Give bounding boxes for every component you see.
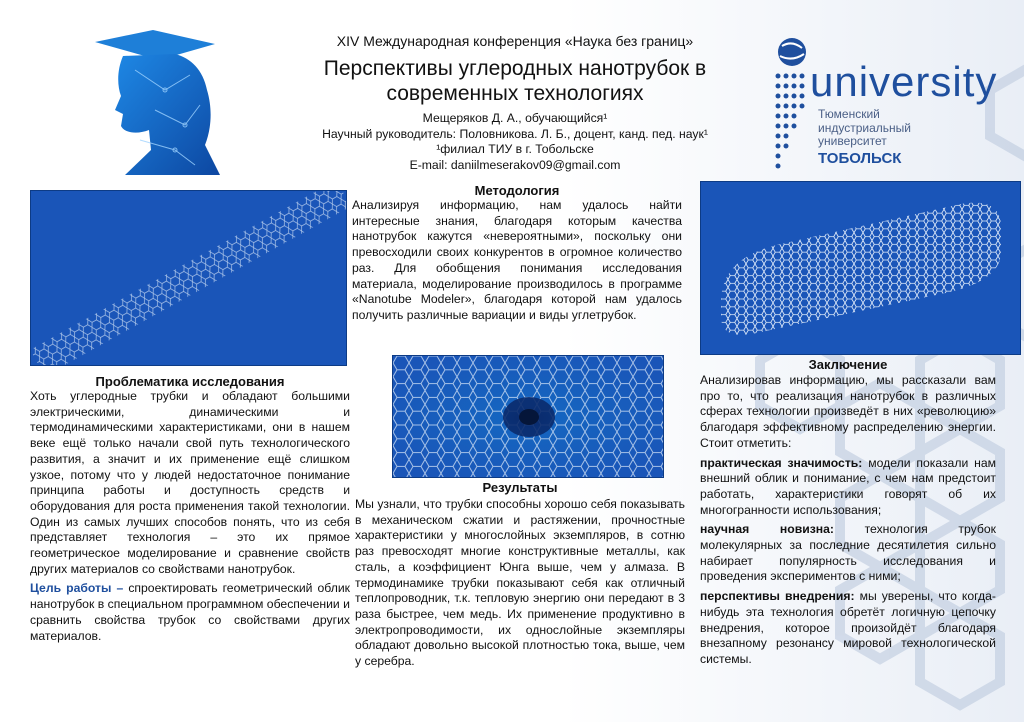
- goal-paragraph: [30, 581, 350, 644]
- conclusion-title: Заключение: [808, 357, 888, 372]
- results-text: Мы узнали, что трубки способны хорошо себя показывать в механическом сжатии и растяжении, прочностные характеристики у многослойных экземпляров, в сотню раз превосходят многие конструктивные металлы, как сталь, а коэффициент Юнга выше, чем у алмаза. В термодинамике трубки показывают себя как отличный теплопроводник, т.к. тепловую энергию они передают в 3 раза быстрее, чем медь. Их применение продуктивно в электропроводимости, их однослойные экземпляры обладают довольно высокой плотностью тока, выше, чем у серебра.: [355, 497, 685, 669]
- nanotube-image-right: [700, 181, 1021, 355]
- university-logo-city: ТОБОЛЬСК: [818, 150, 902, 167]
- conclusion-point-novelty: [700, 522, 996, 585]
- prospects-label: перспективы внедрения:: [700, 589, 855, 604]
- prospects-text: мы уверены, что когда-нибудь эта технология обретёт логичную цепочку внедрения, которое произойдёт благодаря внезапному резонансу мировой технологической системы.: [700, 589, 996, 666]
- results-title: Результаты: [482, 480, 558, 495]
- goal-label: Цель работы –: [30, 581, 124, 596]
- conclusion-point-practical: [700, 456, 996, 519]
- problem-text: Хоть углеродные трубки и обладают большими электрическими, динамическими и термодинамическими характеристиками, они в нашем веке ещё только начали свой путь технологического развития, а значит и их применение ещё слишком узкое, потому что у людей недостаточное понимание принципа работы и доступность средств и оборудования для роста применения такой технологии. Один из самых лучших способов понять, что из себя представляет технология – это их прямое геометрическое моделирование и сравнение свойств других материалов со свойствами нанотрубок.: [30, 389, 350, 576]
- poster-title: [255, 56, 775, 106]
- nanotube-image-left: [30, 190, 347, 366]
- nanotube-image-center: [392, 355, 664, 478]
- conclusion-section: [700, 373, 996, 672]
- nanotube-tunnel-figure: [393, 356, 664, 478]
- university-logo-name: [818, 108, 911, 149]
- problem-title: Проблематика исследования: [95, 374, 285, 389]
- logo-line-3: университет: [818, 134, 887, 148]
- author: Мещеряков Д. А., обучающийся¹: [422, 111, 608, 125]
- title-line-2: современных технологиях: [386, 82, 644, 105]
- university-logo-word: university: [810, 58, 998, 105]
- conclusion-point-prospects: [700, 589, 996, 668]
- methodology-text: Анализируя информацию, нам удалось найти интересные знания, благодаря которым качества нанотрубок кажутся «невероятными», поскольку они превосходили своих конкурентов в огромное количество раз. Для обобщения понимания исследования материала, моделирование производилось в программе «Nanotube Modeler», благодаря которой нам удалось получить различные вариации и виды углетрубок.: [352, 198, 682, 322]
- nanotube-straight-figure: [31, 191, 347, 366]
- novelty-text: технология трубок молекулярных за последние десятилетия сильно набирает популярность исследования и проведения экспериментов с ними;: [700, 522, 996, 584]
- conference-name: XIV Международная конференция «Наука без границ»: [336, 33, 694, 49]
- title-line-1: Перспективы углеродных нанотрубок в: [323, 57, 707, 80]
- email: E-mail: daniilmeserakov09@gmail.com: [409, 157, 621, 172]
- goal-text: спроектировать геометрический облик нанотрубок в специальном программном обеспечении и сравнить свойства трубок со свойствами других материалов.: [30, 581, 350, 643]
- problem-section: [30, 389, 350, 648]
- affiliation: ¹филиал ТИУ в г. Тобольске: [436, 142, 594, 156]
- methodology-title: Методология: [474, 183, 560, 198]
- authors-block: [250, 111, 780, 173]
- nanotube-multiwall-figure: [701, 182, 1021, 355]
- practical-text: модели показали нам внешний облик и понимание, с чем нам предстоит работать, характеристики говорят об их многогранности использования;: [700, 455, 996, 517]
- logo-line-1: Тюменский: [818, 107, 880, 121]
- logo-line-2: индустриальный: [818, 120, 911, 135]
- conclusion-intro: Анализировав информацию, мы рассказали вам про то, что реализация нанотрубок в различных сферах технологии произведёт в них «революцию» благодаря эффективному распределению энергии. Стоит отметить:: [700, 373, 996, 450]
- graduate-head-logo: [95, 30, 220, 175]
- novelty-label: научная новизна:: [700, 522, 834, 537]
- practical-label: практическая значимость:: [700, 455, 863, 470]
- supervisor: Научный руководитель: Половникова. Л. Б., доцент, канд. пед. наук¹: [322, 126, 708, 141]
